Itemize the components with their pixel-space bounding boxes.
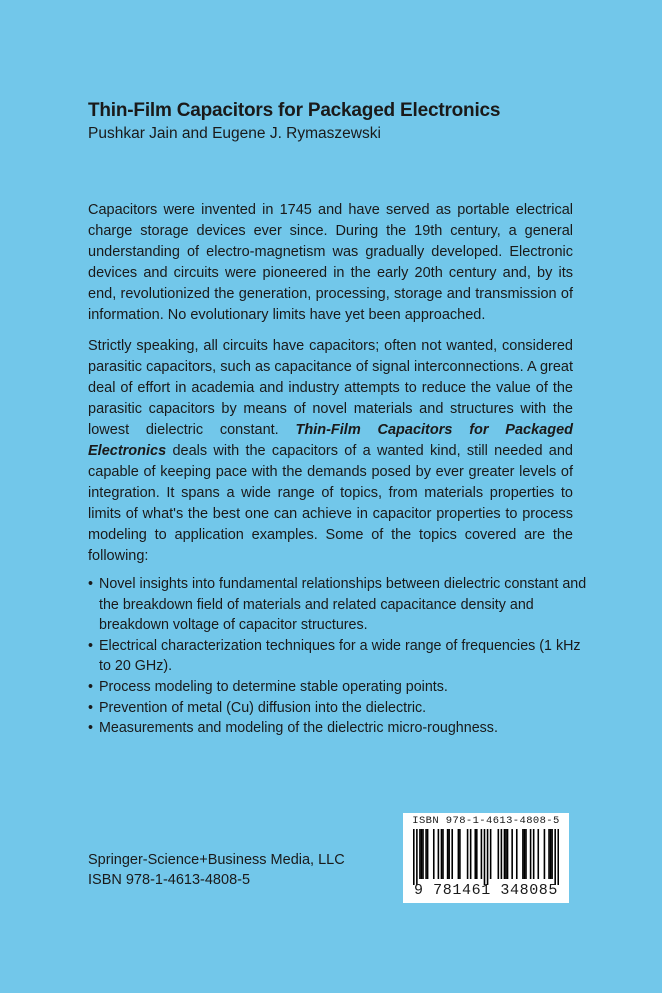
barcode-bar	[422, 829, 424, 879]
barcode-bar	[498, 829, 500, 879]
barcode-bar	[413, 829, 415, 885]
barcode-bar	[507, 829, 509, 879]
blurb-paragraph-1: Capacitors were invented in 1745 and have served as portable electrical charge storage devices ever since. During the 19th century, a general understanding of electro-magnetism was gradually developed. Electronic devices and circuits were pioneered in the early 20th century and, by its end, revolutionized the generation, processing, storage and transmission of information. No evolutionary limits have yet been approached.	[88, 202, 573, 323]
barcode-bar	[487, 829, 489, 885]
barcode-bar	[447, 829, 449, 879]
blurb-paragraph-2-rest: deals with the capacitors of a wanted kind, still needed and capable of keeping pace with the demands posed by ever greater levels of integration. It spans a wide range of topics, from materials properties to limits of what's the best one can achieve in capacitor properties to process modeling to application examples. Some of the topics covered are the following:	[88, 443, 573, 564]
barcode-bar	[481, 829, 483, 879]
barcode-bar	[438, 829, 440, 879]
bullet-icon: •	[88, 720, 94, 737]
barcode-bar	[448, 829, 450, 879]
barcode-bar	[433, 829, 435, 879]
barcode-bar	[516, 829, 518, 879]
barcode-bar	[524, 829, 526, 879]
publisher-isbn: ISBN 978-1-4613-4808-5	[88, 872, 251, 888]
barcode-bar	[474, 829, 476, 879]
blurb-paragraph-2	[88, 336, 573, 567]
bullet-icon: •	[88, 678, 94, 695]
topics-list	[88, 574, 588, 739]
blurb-inline-title: Thin-Film Capacitors for Packaged Electronics	[88, 422, 574, 459]
barcode-bar	[525, 829, 527, 879]
barcode-bar	[533, 829, 535, 879]
bullet-icon: •	[88, 699, 94, 716]
barcode-bar	[419, 829, 421, 879]
barcode-bar	[505, 829, 507, 879]
barcode-bar	[476, 829, 478, 879]
barcode-bar	[530, 829, 532, 879]
barcode-bar	[551, 829, 553, 879]
barcode	[403, 813, 569, 903]
barcode-isbn-label: ISBN 978-1-4613-4808-5	[412, 815, 560, 827]
topic-item	[88, 718, 588, 739]
barcode-bar	[425, 829, 427, 879]
publisher-block	[88, 850, 345, 890]
blurb-paragraph-2-intro: Strictly speaking, all circuits have capacitors; often not wanted, considered parasitic capacitors, such as capacitance of signal interconnections. A great deal of effort in academia and industry attempts to reduce the value of the parasitic capacitors by means of novel materials and structures with the lowest dielectric constant.	[88, 338, 573, 438]
barcode-bar	[441, 829, 443, 879]
barcode-bar	[490, 829, 492, 879]
barcode-bar	[501, 829, 503, 879]
barcode-bar	[504, 829, 506, 879]
barcode-bar	[442, 829, 444, 879]
barcode-bar	[459, 829, 461, 879]
topic-item	[88, 574, 588, 636]
barcode-bar	[421, 829, 423, 879]
topic-text: Measurements and modeling of the dielectric micro-roughness.	[99, 720, 498, 737]
topic-item	[88, 636, 588, 677]
barcode-bar	[537, 829, 539, 879]
bullet-icon: •	[88, 576, 94, 592]
topic-text: Prevention of metal (Cu) diffusion into the dielectric.	[99, 699, 427, 716]
topic-item	[88, 677, 588, 698]
topic-text: Process modeling to determine stable operating points.	[99, 678, 448, 695]
barcode-bar	[522, 829, 524, 879]
barcode-bar	[544, 829, 546, 879]
barcode-bar	[548, 829, 550, 879]
book-title: Thin-Film Capacitors for Packaged Electronics	[88, 100, 501, 121]
barcode-bar	[467, 829, 469, 879]
barcode-digits: 9 781461 348085	[413, 882, 559, 899]
barcode-bar	[550, 829, 552, 879]
bullet-icon: •	[88, 637, 94, 654]
barcode-bar	[427, 829, 429, 879]
barcode-bar	[511, 829, 513, 879]
barcode-bar	[470, 829, 472, 879]
barcode-bar	[458, 829, 460, 879]
barcode-bars	[413, 829, 559, 885]
barcode-bar	[416, 829, 418, 885]
barcode-bar	[451, 829, 453, 879]
barcode-bar	[554, 829, 556, 885]
book-authors: Pushkar Jain and Eugene J. Rymaszewski	[88, 125, 381, 142]
topic-item	[88, 698, 588, 719]
topic-text: Electrical characterization techniques for a wide range of frequencies (1 kHz to 20 GHz).	[99, 637, 581, 675]
topic-text: Novel insights into fundamental relationships between dielectric constant and the breakdown field of materials and related capacitance density and breakdown voltage of capacitor structures.	[99, 576, 587, 634]
barcode-bar	[484, 829, 486, 885]
publisher-name: Springer-Science+Business Media, LLC	[88, 852, 345, 868]
barcode-bar	[557, 829, 559, 885]
